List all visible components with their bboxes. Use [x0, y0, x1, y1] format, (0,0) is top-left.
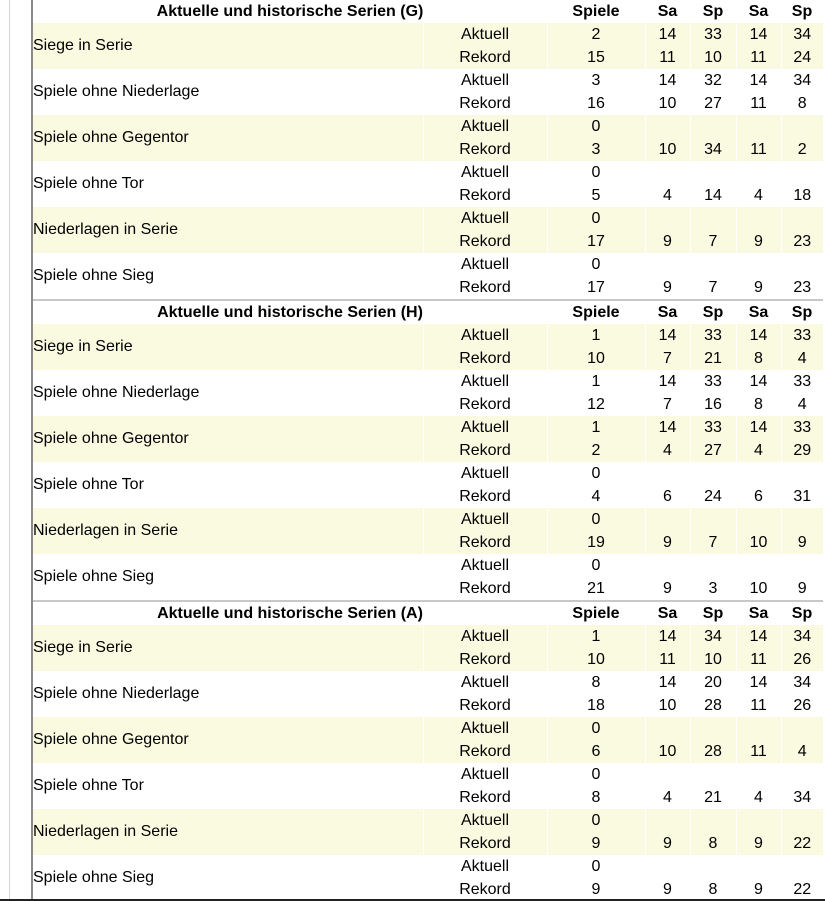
value-cell-sa2: 4	[736, 439, 781, 462]
value-cell-sa2: 14	[736, 370, 781, 393]
table-row	[33, 809, 823, 832]
value-cell-sa2	[736, 115, 781, 138]
value-cell-sa1	[645, 809, 690, 832]
row-type: Aktuell	[423, 23, 547, 46]
value-cell-sp2: 18	[781, 184, 823, 207]
value-cell-sa2	[736, 508, 781, 531]
row-type: Rekord	[423, 740, 547, 763]
table-row	[33, 416, 823, 439]
column-header: Sp	[781, 601, 823, 625]
row-type: Aktuell	[423, 809, 547, 832]
value-cell-sp1: 34	[690, 625, 736, 648]
table-row	[33, 671, 823, 694]
row-type: Aktuell	[423, 370, 547, 393]
value-cell-sp2: 26	[781, 694, 823, 717]
row-type: Aktuell	[423, 161, 547, 184]
value-cell-sa2: 14	[736, 416, 781, 439]
value-cell-sp2: 8	[781, 92, 823, 115]
value-cell-sp1	[690, 253, 736, 276]
value-cell-spiele: 5	[547, 184, 645, 207]
value-cell-sa1	[645, 253, 690, 276]
value-cell-sa1	[645, 554, 690, 577]
value-cell-sp1: 24	[690, 485, 736, 508]
value-cell-sp2: 4	[781, 393, 823, 416]
value-cell-spiele: 12	[547, 393, 645, 416]
value-cell-sp2: 33	[781, 370, 823, 393]
series-tables	[33, 0, 825, 901]
value-cell-spiele: 4	[547, 485, 645, 508]
column-header: Sp	[702, 2, 724, 20]
value-cell-sa2: 6	[736, 485, 781, 508]
value-cell-sa1	[645, 462, 690, 485]
section-header-row	[33, 300, 823, 324]
value-cell-sa1: 11	[645, 648, 690, 671]
value-cell-sp1	[690, 717, 736, 740]
value-cell-spiele: 8	[547, 786, 645, 809]
value-cell-sp2: 31	[781, 485, 823, 508]
value-cell-sa1	[645, 763, 690, 786]
column-header: Spiele	[547, 300, 645, 324]
row-type: Aktuell	[423, 508, 547, 531]
value-cell-sa2: 10	[736, 531, 781, 554]
value-cell-sp2	[781, 554, 823, 577]
value-cell-sp2	[781, 809, 823, 832]
row-type: Rekord	[423, 46, 547, 69]
value-cell-sp2: 23	[781, 276, 823, 300]
value-cell-sp1: 28	[690, 694, 736, 717]
value-cell-sp1: 3	[690, 577, 736, 601]
value-cell-sa2	[736, 763, 781, 786]
value-cell-sa2: 11	[736, 92, 781, 115]
value-cell-sp2: 34	[781, 786, 823, 809]
value-cell-sp1	[690, 763, 736, 786]
value-cell-spiele: 2	[547, 23, 645, 46]
table-row	[33, 625, 823, 648]
value-cell-sp2	[781, 717, 823, 740]
value-cell-spiele: 9	[547, 878, 645, 901]
value-cell-sa2	[736, 717, 781, 740]
value-cell-sa1: 4	[645, 439, 690, 462]
column-header: Sa	[748, 2, 769, 20]
value-cell-sa2: 9	[736, 878, 781, 901]
value-cell-sp2	[781, 855, 823, 878]
value-cell-sp2: 4	[781, 347, 823, 370]
value-cell-spiele: 3	[547, 69, 645, 92]
value-cell-sa2: 9	[736, 230, 781, 253]
value-cell-sp1	[690, 161, 736, 184]
value-cell-sa2	[736, 253, 781, 276]
table-row	[33, 462, 823, 485]
section-header-row	[33, 0, 823, 23]
column-header: Spiele	[547, 601, 645, 625]
value-cell-spiele: 0	[547, 763, 645, 786]
value-cell-spiele: 10	[547, 648, 645, 671]
row-type: Rekord	[423, 577, 547, 601]
series-table	[33, 0, 823, 901]
row-type: Rekord	[423, 230, 547, 253]
value-cell-sa1: 14	[645, 23, 690, 46]
value-cell-sp1	[690, 207, 736, 230]
value-cell-sa1: 10	[645, 740, 690, 763]
value-cell-sa1	[645, 855, 690, 878]
value-cell-spiele: 0	[547, 554, 645, 577]
value-cell-sp1: 14	[690, 184, 736, 207]
row-type: Rekord	[423, 92, 547, 115]
value-cell-spiele: 8	[547, 671, 645, 694]
value-cell-sp1: 32	[690, 69, 736, 92]
value-cell-sp2: 23	[781, 230, 823, 253]
row-type: Aktuell	[423, 416, 547, 439]
value-cell-sp1: 27	[690, 92, 736, 115]
value-cell-sa1: 4	[645, 184, 690, 207]
column-header: Sa	[645, 601, 690, 625]
value-cell-sp2	[781, 115, 823, 138]
row-type: Aktuell	[423, 253, 547, 276]
value-cell-sa1: 9	[645, 276, 690, 300]
value-cell-spiele: 1	[547, 625, 645, 648]
column-header: Sa	[736, 300, 781, 324]
value-cell-spiele: 6	[547, 740, 645, 763]
row-type: Rekord	[423, 347, 547, 370]
value-cell-sp2	[781, 763, 823, 786]
value-cell-sp1: 8	[690, 878, 736, 901]
series-label: Siege in Serie	[33, 23, 423, 69]
series-label: Niederlagen in Serie	[33, 809, 423, 855]
column-header: Sp	[791, 2, 813, 20]
row-type: Aktuell	[423, 115, 547, 138]
row-type: Rekord	[423, 878, 547, 901]
series-label: Spiele ohne Niederlage	[33, 685, 200, 702]
row-type: Aktuell	[423, 763, 547, 786]
row-type: Aktuell	[423, 69, 547, 92]
value-cell-spiele: 0	[547, 115, 645, 138]
row-type: Rekord	[423, 694, 547, 717]
value-cell-sp2: 34	[781, 69, 823, 92]
value-cell-sa2: 9	[736, 276, 781, 300]
value-cell-sp2	[781, 253, 823, 276]
value-cell-sa1: 10	[645, 92, 690, 115]
column-header: Sa	[736, 601, 781, 625]
value-cell-sp2	[781, 207, 823, 230]
value-cell-sp2: 34	[781, 23, 823, 46]
value-cell-sa1: 10	[645, 694, 690, 717]
series-label: Spiele ohne Sieg	[33, 568, 154, 585]
value-cell-sa1: 9	[645, 531, 690, 554]
value-cell-sp2	[781, 161, 823, 184]
value-cell-sp1: 21	[690, 786, 736, 809]
row-type: Rekord	[423, 276, 547, 300]
value-cell-sp1: 8	[690, 832, 736, 855]
value-cell-sp2: 34	[781, 671, 823, 694]
column-header: Sa	[645, 300, 690, 324]
value-cell-sp1: 10	[690, 648, 736, 671]
value-cell-sa2	[736, 207, 781, 230]
value-cell-sa1	[645, 207, 690, 230]
series-label: Spiele ohne Gegentor	[33, 115, 423, 161]
value-cell-sp1: 33	[690, 416, 736, 439]
value-cell-sa2	[736, 855, 781, 878]
value-cell-sp1: 28	[690, 740, 736, 763]
value-cell-sa1: 9	[645, 230, 690, 253]
value-cell-spiele: 0	[547, 809, 645, 832]
series-label: Spiele ohne Tor	[33, 175, 144, 192]
value-cell-sa1: 14	[645, 324, 690, 347]
value-cell-sp2	[781, 508, 823, 531]
series-table-body	[33, 0, 823, 901]
value-cell-sp1: 21	[690, 347, 736, 370]
value-cell-sa2: 11	[736, 694, 781, 717]
value-cell-sp1	[690, 554, 736, 577]
row-type: Rekord	[423, 439, 547, 462]
row-type: Rekord	[423, 648, 547, 671]
row-type: Rekord	[423, 832, 547, 855]
value-cell-sa2: 11	[736, 740, 781, 763]
value-cell-spiele: 0	[547, 462, 645, 485]
row-type: Aktuell	[423, 324, 547, 347]
section-header-row	[33, 601, 823, 625]
value-cell-sa2: 14	[736, 23, 781, 46]
value-cell-sa1: 10	[645, 138, 690, 161]
value-cell-sa1: 11	[645, 46, 690, 69]
series-label: Spiele ohne Sieg	[33, 869, 154, 886]
value-cell-sa1: 4	[645, 786, 690, 809]
value-cell-sp1	[690, 855, 736, 878]
row-type: Aktuell	[423, 671, 547, 694]
table-row	[33, 508, 823, 531]
value-cell-spiele: 19	[547, 531, 645, 554]
value-cell-sa1: 7	[645, 393, 690, 416]
value-cell-sp2: 22	[781, 878, 823, 901]
value-cell-sp1: 7	[690, 230, 736, 253]
value-cell-sp1	[690, 462, 736, 485]
table-row	[33, 253, 823, 276]
value-cell-sa2: 8	[736, 393, 781, 416]
column-header: Sp	[690, 601, 736, 625]
window-left-edge	[0, 0, 10, 901]
value-cell-sa1	[645, 115, 690, 138]
value-cell-sp2: 29	[781, 439, 823, 462]
series-label: Niederlagen in Serie	[33, 508, 423, 554]
table-row	[33, 23, 823, 46]
series-label: Siege in Serie	[33, 324, 423, 370]
series-label: Spiele ohne Gegentor	[33, 717, 423, 763]
value-cell-sa2: 11	[736, 46, 781, 69]
row-type: Aktuell	[423, 717, 547, 740]
column-header: Sp	[781, 300, 823, 324]
table-row	[33, 161, 823, 184]
table-row	[33, 763, 823, 786]
value-cell-sp1	[690, 809, 736, 832]
value-cell-sa1	[645, 717, 690, 740]
value-cell-spiele: 1	[547, 370, 645, 393]
value-cell-sa1: 14	[645, 625, 690, 648]
value-cell-sa2	[736, 554, 781, 577]
table-row	[33, 115, 823, 138]
series-label: Niederlagen in Serie	[33, 207, 423, 253]
value-cell-sa2: 11	[736, 648, 781, 671]
series-label: Spiele ohne Tor	[33, 476, 144, 493]
value-cell-spiele: 2	[547, 439, 645, 462]
series-label: Spiele ohne Tor	[33, 777, 144, 794]
value-cell-sp2: 34	[781, 625, 823, 648]
value-cell-sp2: 9	[781, 531, 823, 554]
value-cell-sa1: 14	[645, 370, 690, 393]
value-cell-sp1: 33	[690, 23, 736, 46]
value-cell-sa2: 14	[736, 625, 781, 648]
row-type: Aktuell	[423, 855, 547, 878]
series-label: Spiele ohne Niederlage	[33, 83, 200, 100]
value-cell-sa1: 14	[645, 69, 690, 92]
value-cell-sa1: 9	[645, 832, 690, 855]
row-type: Aktuell	[423, 462, 547, 485]
value-cell-sa1: 14	[645, 416, 690, 439]
value-cell-sa2: 8	[736, 347, 781, 370]
section-title: Aktuelle und historische Serien (A)	[33, 601, 547, 625]
table-row	[33, 717, 823, 740]
value-cell-sp2: 26	[781, 648, 823, 671]
series-label: Spiele ohne Sieg	[33, 267, 154, 284]
value-cell-sp2: 4	[781, 740, 823, 763]
value-cell-sa2: 9	[736, 832, 781, 855]
value-cell-sp2: 33	[781, 416, 823, 439]
value-cell-spiele: 0	[547, 508, 645, 531]
value-cell-spiele: 0	[547, 855, 645, 878]
value-cell-sp2: 24	[781, 46, 823, 69]
row-type: Aktuell	[423, 554, 547, 577]
row-type: Aktuell	[423, 625, 547, 648]
value-cell-sa2: 4	[736, 786, 781, 809]
value-cell-sa2	[736, 462, 781, 485]
row-type: Rekord	[423, 786, 547, 809]
value-cell-sp1: 27	[690, 439, 736, 462]
row-type: Rekord	[423, 531, 547, 554]
value-cell-spiele: 0	[547, 253, 645, 276]
value-cell-sp1: 7	[690, 276, 736, 300]
value-cell-sa2: 14	[736, 69, 781, 92]
row-type: Aktuell	[423, 207, 547, 230]
value-cell-sp1	[690, 115, 736, 138]
column-header: Sa	[657, 2, 678, 20]
row-type: Rekord	[423, 393, 547, 416]
value-cell-spiele: 15	[547, 46, 645, 69]
section-title: Aktuelle und historische Serien (G)	[156, 2, 424, 20]
value-cell-sp1: 20	[690, 671, 736, 694]
table-row	[33, 554, 823, 577]
row-type: Rekord	[423, 485, 547, 508]
value-cell-spiele: 17	[547, 276, 645, 300]
value-cell-spiele: 1	[547, 416, 645, 439]
value-cell-sp1: 7	[690, 531, 736, 554]
column-header: Spiele	[572, 2, 620, 20]
value-cell-spiele: 21	[547, 577, 645, 601]
value-cell-sa2: 14	[736, 324, 781, 347]
value-cell-sp1: 16	[690, 393, 736, 416]
value-cell-sa2: 10	[736, 577, 781, 601]
table-row	[33, 69, 823, 92]
value-cell-sa2: 11	[736, 138, 781, 161]
value-cell-sp1	[690, 508, 736, 531]
value-cell-sp2: 22	[781, 832, 823, 855]
value-cell-sa2: 14	[736, 671, 781, 694]
table-row	[33, 207, 823, 230]
value-cell-sp2: 33	[781, 324, 823, 347]
table-row	[33, 370, 823, 393]
value-cell-sp1: 33	[690, 324, 736, 347]
value-cell-sa1: 7	[645, 347, 690, 370]
value-cell-sa2	[736, 161, 781, 184]
value-cell-spiele: 16	[547, 92, 645, 115]
row-type: Rekord	[423, 138, 547, 161]
value-cell-sa1: 14	[645, 671, 690, 694]
value-cell-sa1	[645, 161, 690, 184]
value-cell-sa2: 4	[736, 184, 781, 207]
value-cell-spiele: 9	[547, 832, 645, 855]
value-cell-spiele: 3	[547, 138, 645, 161]
value-cell-spiele: 1	[547, 324, 645, 347]
value-cell-spiele: 18	[547, 694, 645, 717]
table-row	[33, 324, 823, 347]
series-label: Siege in Serie	[33, 625, 423, 671]
value-cell-sa1: 6	[645, 485, 690, 508]
value-cell-spiele: 0	[547, 161, 645, 184]
value-cell-sa1: 9	[645, 878, 690, 901]
value-cell-sa1: 9	[645, 577, 690, 601]
row-type: Rekord	[423, 184, 547, 207]
value-cell-spiele: 17	[547, 230, 645, 253]
column-header: Sp	[690, 300, 736, 324]
value-cell-sp1: 33	[690, 370, 736, 393]
value-cell-spiele: 10	[547, 347, 645, 370]
series-label: Spiele ohne Gegentor	[33, 416, 423, 462]
value-cell-sp2: 9	[781, 577, 823, 601]
series-label: Spiele ohne Niederlage	[33, 384, 200, 401]
section-title: Aktuelle und historische Serien (H)	[33, 300, 547, 324]
value-cell-sp1: 10	[690, 46, 736, 69]
value-cell-sp1: 34	[690, 138, 736, 161]
value-cell-spiele: 0	[547, 207, 645, 230]
value-cell-sp2: 2	[781, 138, 823, 161]
value-cell-sa1	[645, 508, 690, 531]
value-cell-sa2	[736, 809, 781, 832]
value-cell-sp2	[781, 462, 823, 485]
value-cell-spiele: 0	[547, 717, 645, 740]
table-row	[33, 855, 823, 878]
